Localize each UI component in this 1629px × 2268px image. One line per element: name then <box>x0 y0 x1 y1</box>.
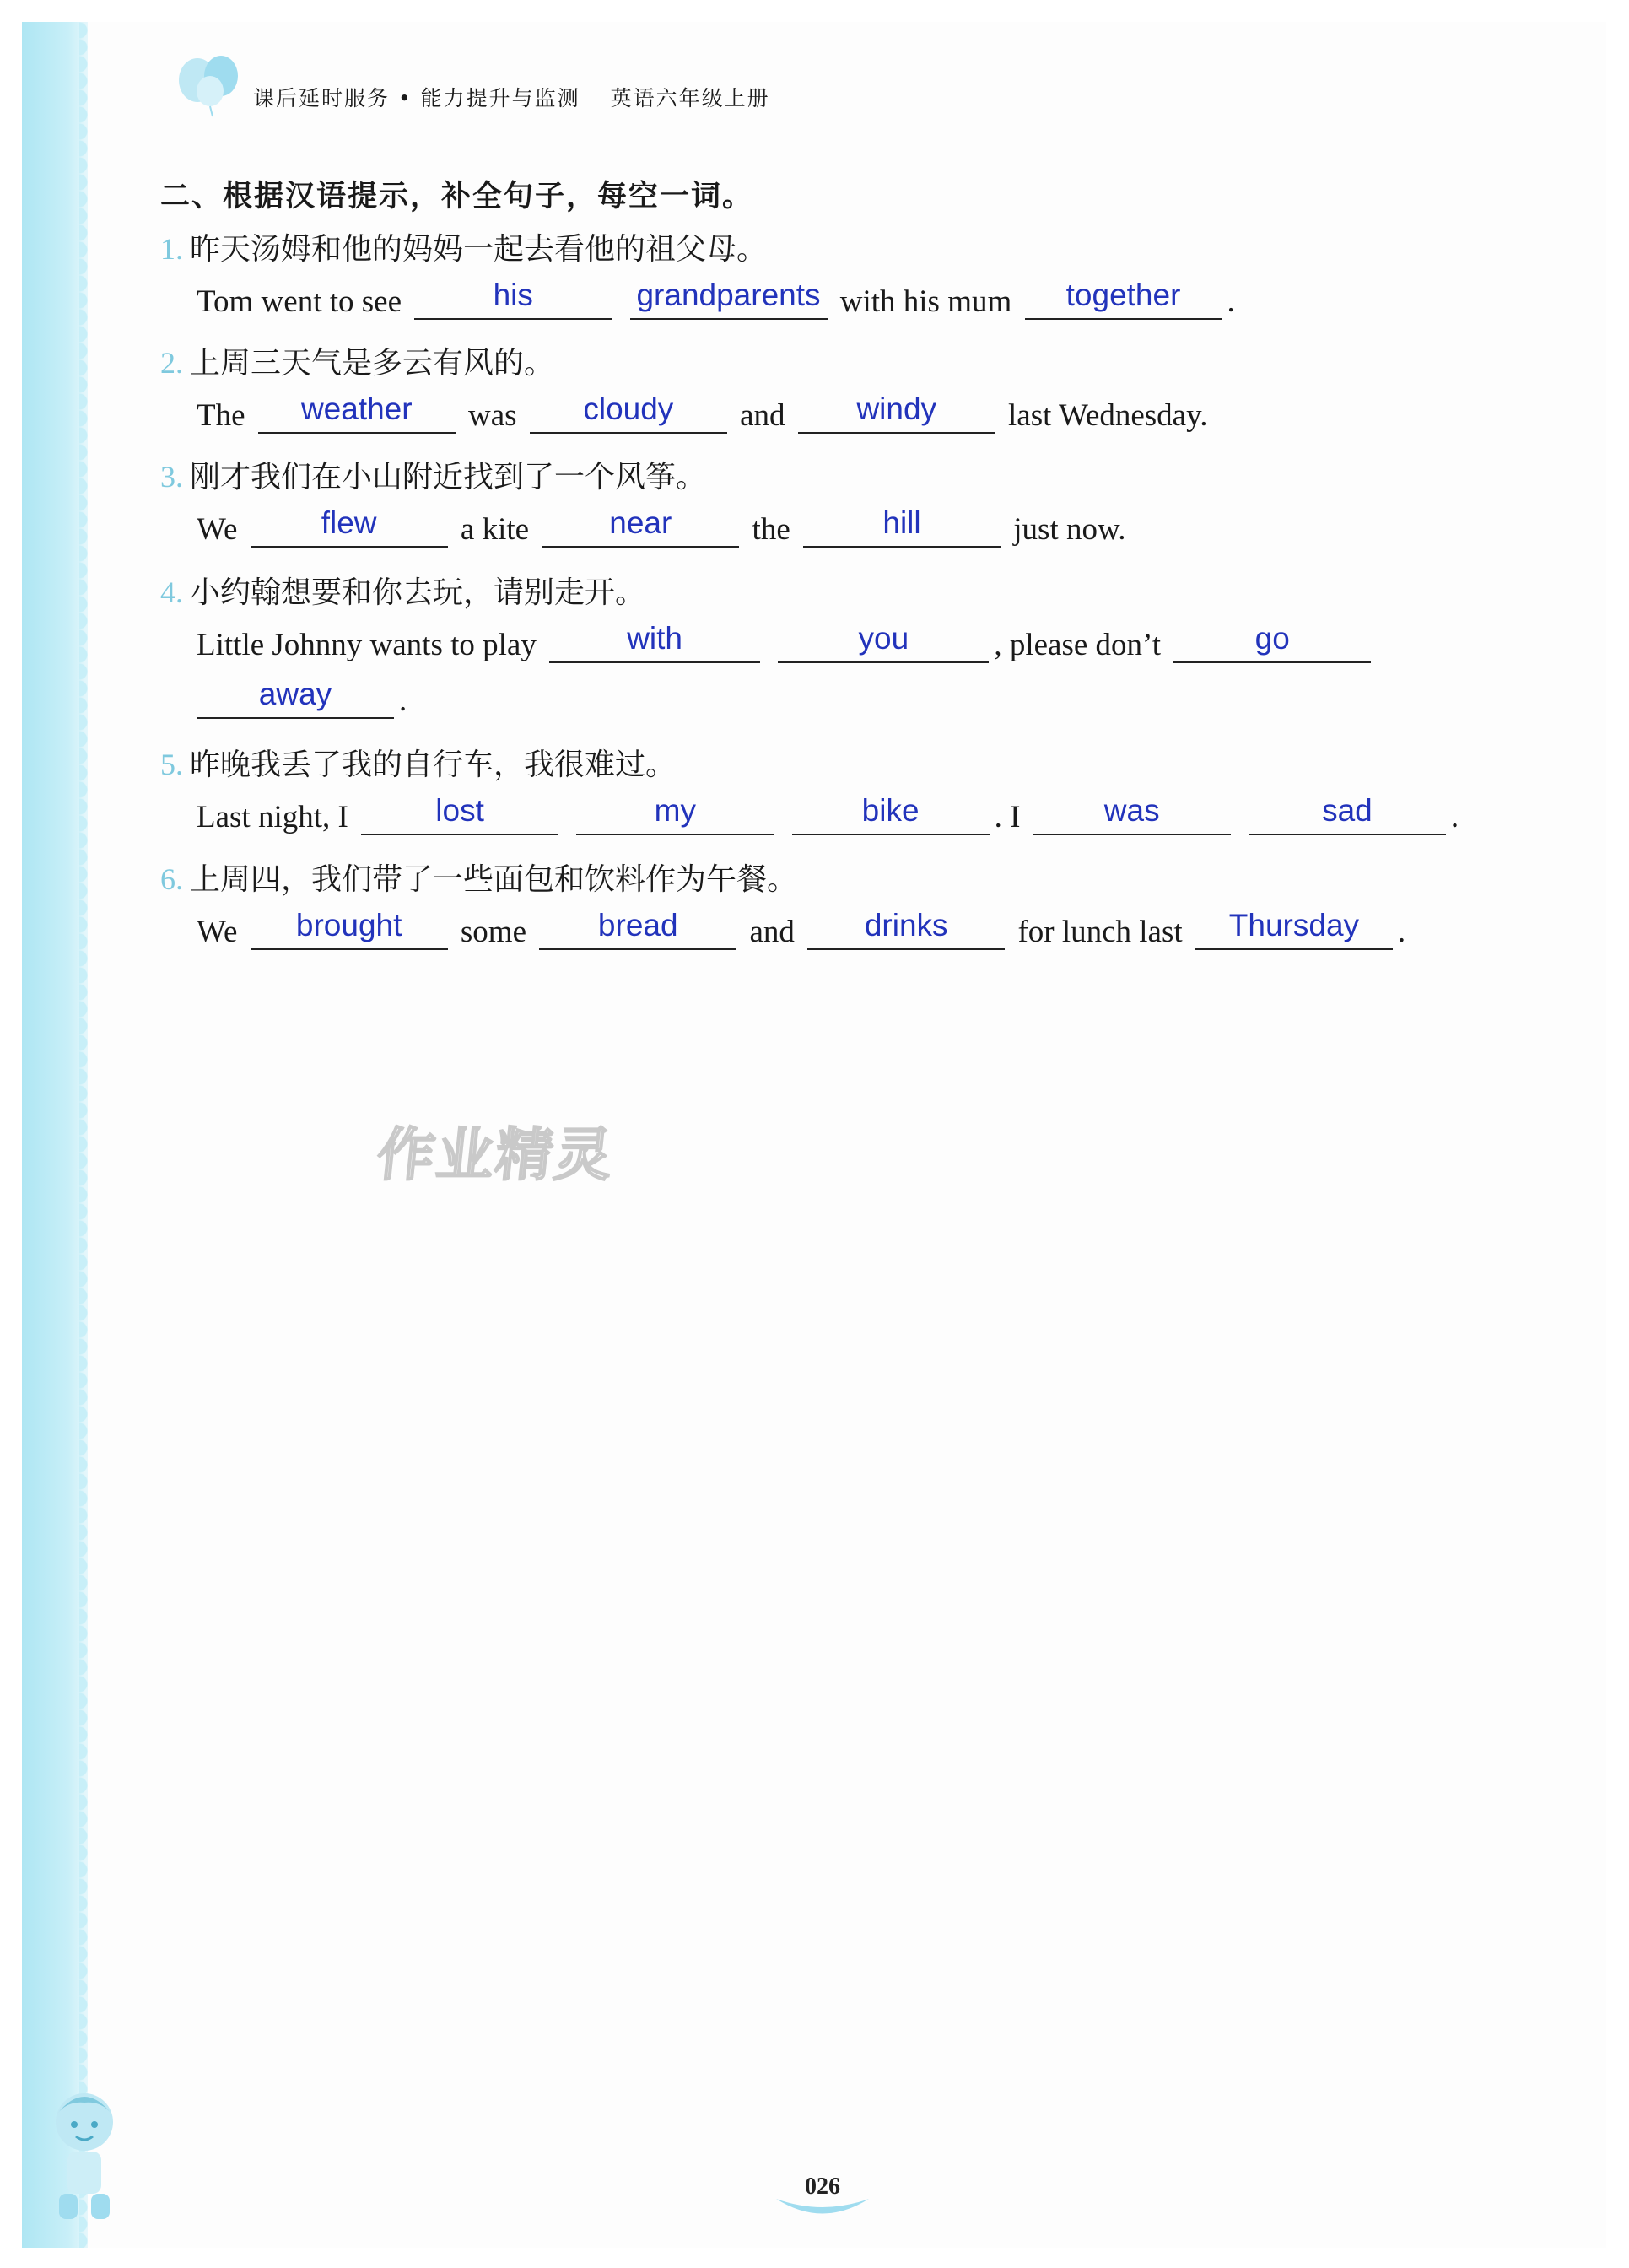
answer-blank[interactable] <box>251 906 448 950</box>
page-number: 026 <box>805 2174 840 2200</box>
answer-text: lost <box>435 793 484 828</box>
chinese-prompt: 昨天汤姆和他的妈妈一起去看他的祖父母。 <box>190 232 768 267</box>
sentence-text: for lunch last <box>1017 915 1183 949</box>
sentence-text: We <box>197 915 238 949</box>
answer-text: bread <box>597 908 678 942</box>
answer-text: his <box>493 278 533 312</box>
sentence-text: . I <box>994 800 1021 834</box>
answer-blank[interactable] <box>530 390 727 434</box>
sentence-text: The <box>197 398 245 433</box>
answer-text: windy <box>856 392 937 426</box>
header-subject: 英语六年级上册 <box>610 86 770 111</box>
question-number: 1. <box>160 232 183 266</box>
answer-text: grandparents <box>636 278 821 312</box>
answer-text: was <box>1103 793 1160 828</box>
sentence-text: Last night, I <box>197 800 348 834</box>
answer-text: near <box>609 505 672 540</box>
chinese-prompt: 刚才我们在小山附近找到了一个风筝。 <box>190 460 707 494</box>
running-header <box>253 82 770 112</box>
answer-blank[interactable] <box>1173 619 1371 663</box>
chinese-prompt: 小约翰想要和你去玩，请别走开。 <box>190 575 646 610</box>
sentence-text: . <box>399 683 407 718</box>
answer-blank[interactable] <box>630 276 828 320</box>
decorative-side-band <box>22 22 88 2248</box>
sentence-text: and <box>740 398 785 433</box>
answer-text: bike <box>861 793 920 828</box>
question-1 <box>160 224 1552 330</box>
answer-blank[interactable] <box>798 390 995 434</box>
question-number: 3. <box>160 460 183 494</box>
answer-text: you <box>858 621 909 656</box>
sentence-text: Tom went to see <box>197 284 402 319</box>
question-number: 4. <box>160 575 183 609</box>
sentence-text: just now. <box>1013 512 1126 547</box>
sentence-text: last Wednesday. <box>1008 398 1208 433</box>
sentence-text: with his mum <box>839 284 1012 319</box>
answer-text: hill <box>882 505 921 540</box>
answer-text: Thursday <box>1228 908 1360 942</box>
sentence-text: , please don’t <box>994 628 1161 662</box>
question-5 <box>160 739 1552 845</box>
sentence-text: . <box>1227 284 1235 319</box>
question-6 <box>160 854 1552 960</box>
answer-text: cloudy <box>583 392 674 426</box>
answer-text: brought <box>295 908 402 942</box>
answer-blank[interactable] <box>1033 791 1231 835</box>
answer-blank[interactable] <box>1249 791 1446 835</box>
sentence-text: We <box>197 512 238 547</box>
chinese-prompt: 上周四，我们带了一些面包和饮料作为午餐。 <box>190 862 798 897</box>
answer-blank[interactable] <box>1195 906 1393 950</box>
answer-text: together <box>1065 278 1181 312</box>
balloon-logo-icon <box>172 51 248 118</box>
page-number-badge <box>772 2174 873 2224</box>
question-number: 2. <box>160 346 183 380</box>
sentence-text: a kite <box>460 512 530 547</box>
answer-blank[interactable] <box>258 390 456 434</box>
sentence-text: was <box>468 398 517 433</box>
answer-text: drinks <box>864 908 948 942</box>
chinese-prompt: 昨晚我丢了我的自行车，我很难过。 <box>190 748 677 782</box>
answer-blank[interactable] <box>549 619 760 663</box>
answer-blank[interactable] <box>197 675 394 719</box>
answer-blank[interactable] <box>251 504 448 548</box>
answer-blank[interactable] <box>539 906 736 950</box>
answer-blank[interactable] <box>807 906 1005 950</box>
answer-blank[interactable] <box>1025 276 1222 320</box>
answer-text: weather <box>300 392 413 426</box>
watermark: 作业精灵 <box>374 1122 618 1189</box>
sentence-text: some <box>460 915 526 949</box>
answer-text: with <box>627 621 683 656</box>
answer-blank[interactable] <box>778 619 989 663</box>
sentence-text: the <box>752 512 790 547</box>
sentence-text: Little Johnny wants to play <box>197 628 537 662</box>
header-series: 课后延时服务 • 能力提升与监测 <box>253 86 580 111</box>
answer-blank[interactable] <box>803 504 1001 548</box>
question-4 <box>160 567 1552 729</box>
sentence-text: . <box>1397 915 1406 949</box>
cartoon-boy-icon <box>34 2076 135 2228</box>
answer-text: my <box>654 793 696 828</box>
question-2 <box>160 338 1552 444</box>
question-3 <box>160 451 1552 558</box>
question-number: 5. <box>160 748 183 781</box>
chinese-prompt: 上周三天气是多云有风的。 <box>190 346 555 381</box>
answer-blank[interactable] <box>792 791 990 835</box>
answer-text: sad <box>1322 793 1373 828</box>
answer-text: go <box>1254 621 1290 656</box>
question-number: 6. <box>160 862 183 896</box>
answer-text: flew <box>321 505 377 540</box>
sentence-text: . <box>1450 800 1459 834</box>
answer-text: away <box>258 677 332 711</box>
answer-blank[interactable] <box>576 791 774 835</box>
sentence-text: and <box>749 915 795 949</box>
answer-blank[interactable] <box>542 504 739 548</box>
answer-blank[interactable] <box>414 276 612 320</box>
answer-blank[interactable] <box>361 791 558 835</box>
section-title: 二、根据汉语提示，补全句子，每空一词。 <box>160 180 754 213</box>
